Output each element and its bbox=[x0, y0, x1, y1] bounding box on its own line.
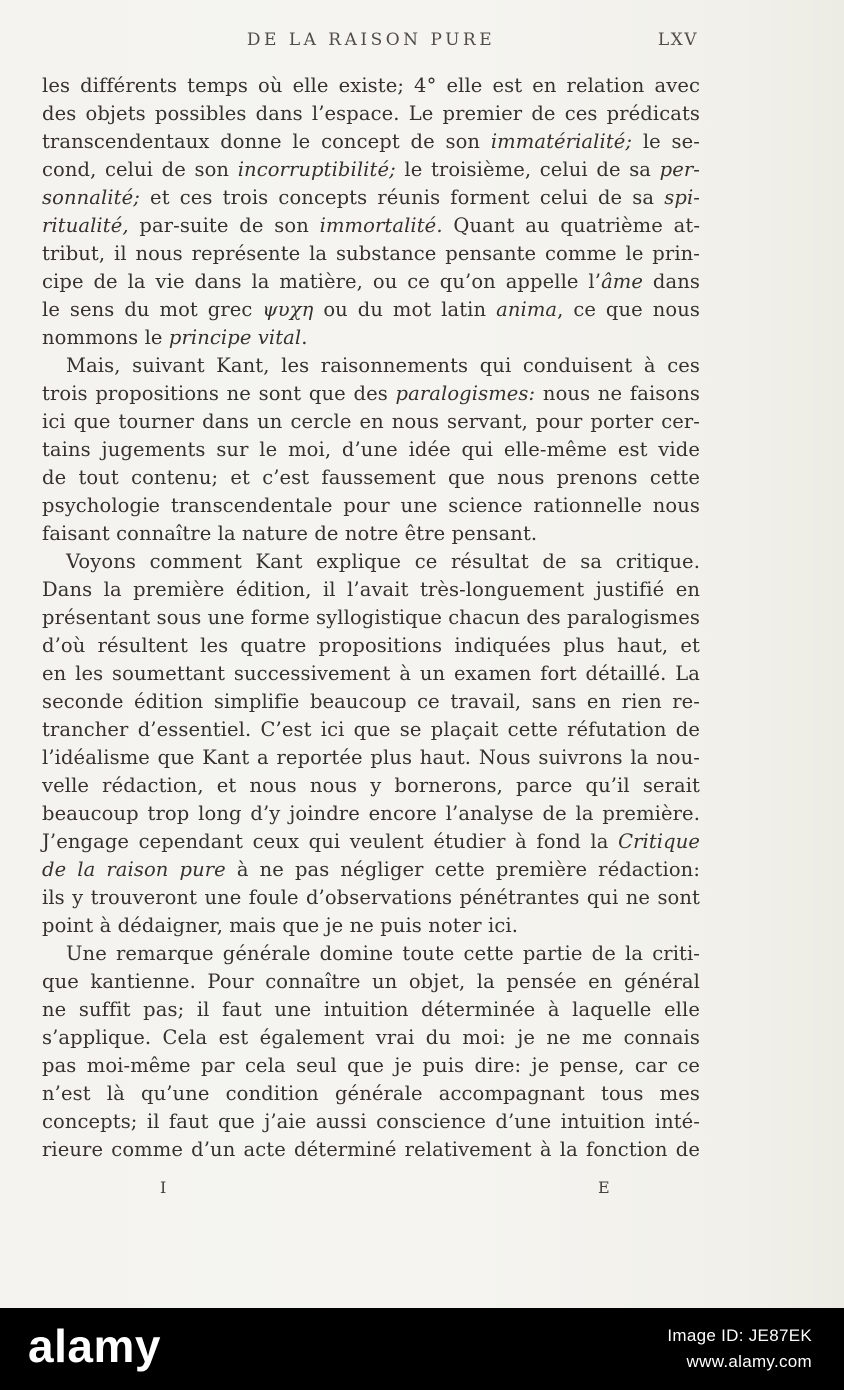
text-line: beaucoup trop long d’y joindre encore l’analyse de la première. bbox=[42, 802, 700, 825]
text-line: J’engage cependant ceux qui veulent étudier à fond la Critique bbox=[42, 830, 700, 853]
page-header bbox=[42, 30, 700, 54]
text-line: concepts; il faut que j’aie aussi conscience d’une intuition inté- bbox=[42, 1110, 700, 1133]
signature-mark-right: E bbox=[598, 1178, 610, 1197]
text-line: nommons le principe vital. bbox=[42, 326, 308, 349]
alamy-watermark-bar bbox=[0, 1308, 844, 1390]
text-line: velle rédaction, et nous nous y bornerons, parce qu’il serait bbox=[42, 774, 700, 797]
text-line: ici que tourner dans un cercle en nous servant, pour porter cer- bbox=[42, 410, 700, 433]
text-line: point à dédaigner, mais que je ne puis noter ici. bbox=[42, 914, 518, 937]
text-line: seconde édition simplifie beaucoup ce travail, sans en rien re- bbox=[42, 690, 700, 713]
text-line: en les soumettant successivement à un examen fort détaillé. La bbox=[42, 662, 700, 685]
text-line: d’où résultent les quatre propositions indiquées plus haut, et bbox=[42, 634, 700, 657]
text-line: les différents temps où elle existe; 4° elle est en relation avec bbox=[42, 74, 700, 97]
text-line: de la raison pure à ne pas négliger cette première rédaction: bbox=[42, 858, 700, 881]
text-line: cipe de la vie dans la matière, ou ce qu’on appelle l’âme dans bbox=[42, 270, 700, 293]
text-line: Une remarque générale domine toute cette partie de la criti- bbox=[66, 942, 700, 965]
text-line: pas moi-même par cela seul que je puis dire: je pense, car ce bbox=[42, 1054, 700, 1077]
text-line: ne suffit pas; il faut une intuition déterminée à laquelle elle bbox=[42, 998, 700, 1021]
text-line: s’applique. Cela est également vrai du moi: je ne me connais bbox=[42, 1026, 700, 1049]
text-line: Mais, suivant Kant, les raisonnements qui conduisent à ces bbox=[66, 354, 700, 377]
text-line: Dans la première édition, il l’avait très-longuement justifié en bbox=[42, 578, 700, 601]
signature-mark-left: I bbox=[160, 1178, 167, 1197]
alamy-logo: alamy bbox=[28, 1320, 161, 1372]
text-line: ritualité, par-suite de son immortalité. Quant au quatrième at- bbox=[42, 214, 701, 237]
running-title: DE LA RAISON PURE bbox=[246, 30, 496, 50]
page-body bbox=[42, 72, 700, 1164]
image-id-text: Image ID: JE87EK bbox=[667, 1325, 812, 1345]
text-line: des objets possibles dans l’espace. Le premier de ces prédicats bbox=[42, 102, 700, 125]
text-line: présentant sous une forme syllogistique chacun des paralogismes bbox=[42, 606, 700, 629]
alamy-url-text: www.alamy.com bbox=[686, 1352, 812, 1371]
text-line: psychologie transcendentale pour une science rationnelle nous bbox=[42, 494, 700, 517]
text-line: tains jugements sur le moi, d’une idée qui elle-même est vide bbox=[42, 438, 700, 461]
text-line: ils y trouveront une foule d’observations pénétrantes qui ne sont bbox=[42, 886, 700, 909]
text-line: cond, celui de son incorruptibilité; le troisième, celui de sa per- bbox=[42, 158, 700, 181]
text-line: faisant connaître la nature de notre être pensant. bbox=[42, 522, 538, 545]
alamy-info-block bbox=[667, 1323, 812, 1376]
text-line: tribut, il nous représente la substance pensante comme le prin- bbox=[42, 242, 700, 265]
text-line: rieure comme d’un acte déterminé relativement à la fonction de bbox=[42, 1138, 700, 1161]
text-line: trois propositions ne sont que des paralogismes: nous ne faisons bbox=[42, 382, 700, 405]
text-line: l’idéalisme que Kant a reportée plus haut. Nous suivrons la nou- bbox=[42, 746, 700, 769]
page-number: LXV bbox=[657, 30, 698, 50]
page-footer bbox=[42, 1178, 700, 1200]
text-line: de tout contenu; et c’est faussement que nous prenons cette bbox=[42, 466, 700, 489]
text-line: trancher d’essentiel. C’est ici que se plaçait cette réfutation de bbox=[42, 718, 700, 741]
text-line: le sens du mot grec ψυχη ou du mot latin anima, ce que nous bbox=[42, 298, 700, 321]
text-line: sonnalité; et ces trois concepts réunis forment celui de sa spi- bbox=[42, 186, 700, 209]
text-line: Voyons comment Kant explique ce résultat de sa critique. bbox=[66, 550, 700, 573]
text-line: n’est là qu’une condition générale accompagnant tous mes bbox=[42, 1082, 700, 1105]
text-line: que kantienne. Pour connaître un objet, la pensée en général bbox=[42, 970, 700, 993]
text-line: transcendentaux donne le concept de son immatérialité; le se- bbox=[42, 130, 700, 153]
